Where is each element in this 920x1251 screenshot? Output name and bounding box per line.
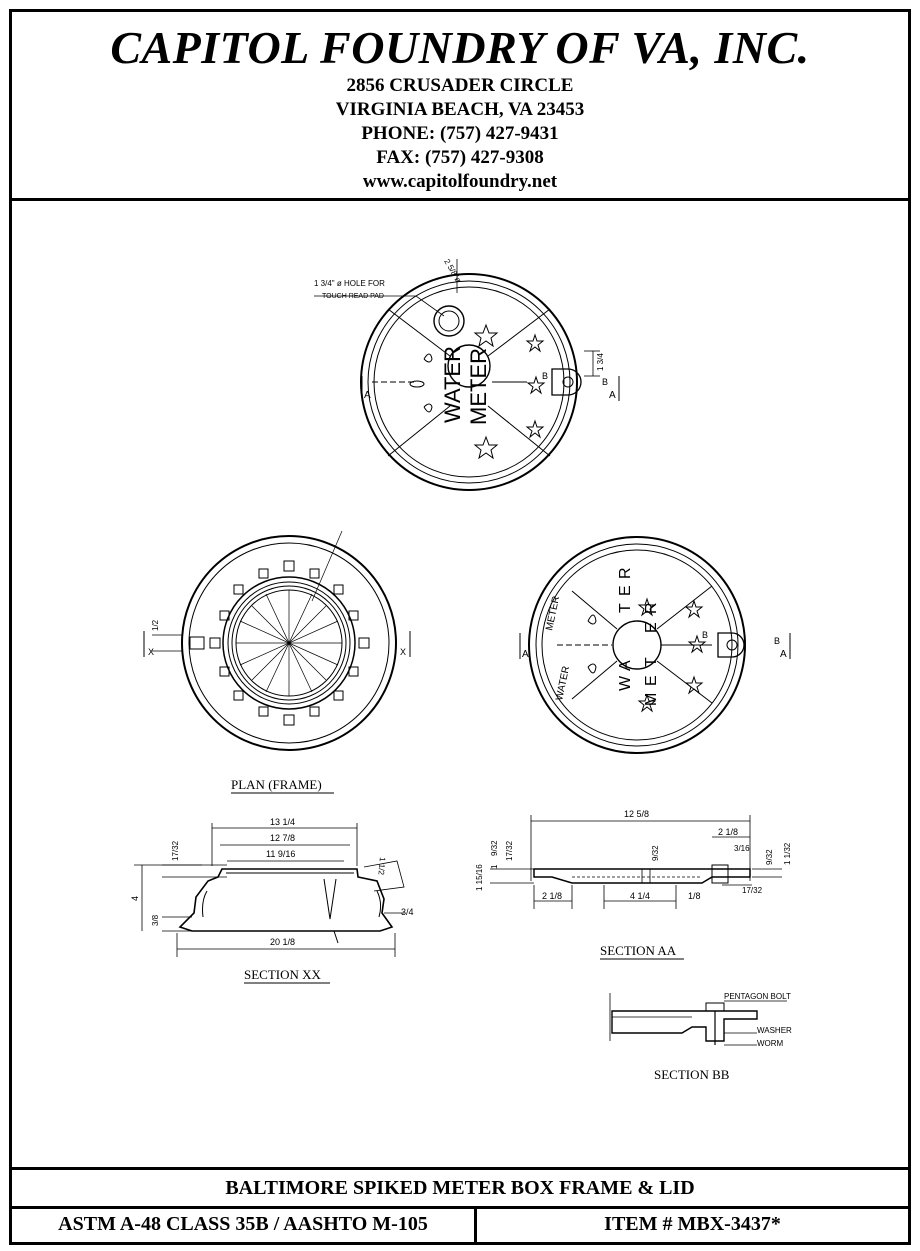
lid-top-mark-b-right: B [602,377,609,387]
plan-frame-dim: 1/2 [151,619,160,631]
lid-right-mark-a-left: A [522,649,529,660]
drawing-title: BALTIMORE SPIKED METER BOX FRAME & LID [12,1167,908,1209]
lid-right-letter-e1: E [643,675,660,686]
lid-right-letter-a: A [617,660,634,671]
lid-top-water-text: WATER [440,346,465,423]
aa-dim-1-15-16: 1 15/16 [475,864,484,891]
bb-pentagon-bolt: PENTAGON BOLT [724,992,791,1001]
hole-note-line-1: 1 3/4" ø HOLE FOR [314,279,385,288]
bb-washer: WASHER [757,1026,792,1035]
lid-right-letter-w: W [617,675,634,691]
xx-dim-angle: 1 1/2 [376,856,387,876]
plan-frame-view [144,531,410,793]
lid-right-mark-b: B [702,630,709,640]
aa-dim-17-32-b: 17/32 [742,886,763,895]
lid-right-letter-e2: E [643,622,660,633]
title-block-footer [12,1206,908,1242]
aa-dim-1-8: 1/8 [688,891,701,901]
lid-top-dim-side: 1 3/4 [596,353,605,371]
lid-top-mark-b: B [542,371,549,381]
section-bb-label: SECTION BB [654,1067,730,1082]
drawing-svg [12,201,908,1167]
aa-dim-1-a: 1 [490,864,499,869]
aa-dim-4-1-4: 4 1/4 [630,891,651,901]
section-bb [610,992,792,1082]
xx-dim-bottom: 20 1/8 [270,937,296,947]
lid-right-view [520,537,790,753]
aa-dim-9-32-a: 9/32 [490,840,499,856]
lid-right-letter-m: M [643,692,660,706]
technical-drawing-area [12,201,908,1167]
lid-top-dim-hole: 2 5/8"ø [442,257,463,285]
aa-dim-right: 2 1/8 [718,827,739,837]
xx-dim-flange: 3/4 [401,907,414,917]
address-line-1: 2856 CRUSADER CIRCLE [346,75,574,96]
bb-worm: WORM [757,1039,784,1048]
plan-frame-label: PLAN (FRAME) [231,777,322,792]
company-name: CAPITOL FOUNDRY OF VA, INC. [110,22,810,73]
aa-dim-3-16: 3/16 [734,844,750,853]
plan-frame-mark-x-right: X [400,647,407,657]
section-xx-label: SECTION XX [244,967,321,982]
xx-dim-height: 4 [130,895,140,901]
address-line-2: VIRGINIA BEACH, VA 23453 [335,99,585,120]
hole-note-line-2: TOUCH READ PAD [322,293,384,300]
website: www.capitolfoundry.net [362,171,558,192]
title-block-header [12,12,908,201]
lid-top-meter-text: METER [466,348,491,425]
aa-dim-1-32: 1 1/32 [783,842,792,865]
spec-cell: ASTM A-48 CLASS 35B / AASHTO M-105 [12,1206,477,1242]
aa-dim-2-1-8: 2 1/8 [542,891,563,901]
phone: PHONE: (757) 427-9431 [361,123,559,144]
xx-dim-top: 13 1/4 [270,817,296,827]
lid-right-letter-t: T [617,603,634,613]
section-aa [475,809,792,959]
lid-right-letter-t1: T [643,657,660,667]
fax: FAX: (757) 427-9308 [376,147,544,168]
xx-dim-inner: 11 9/16 [266,849,296,859]
aa-dim-top: 12 5/8 [624,809,650,819]
lid-top-mark-a-right: A [609,390,616,401]
aa-dim-17-32-a: 17/32 [505,840,514,861]
lid-right-mark-b-right: B [774,636,781,646]
lid-right-letter-e: E [617,585,634,596]
lid-top-view [314,258,619,491]
lid-right-curved-water: WATER [554,665,573,702]
lid-right-curved-meter: METER [544,595,563,632]
plan-frame-mark-x-left: X [148,647,155,657]
drawing-sheet [9,9,911,1245]
xx-dim-lip: 17/32 [171,840,180,861]
lid-top-mark-a-left: A [364,390,371,401]
section-xx [130,817,414,983]
xx-dim-mid: 12 7/8 [270,833,296,843]
lid-right-letter-r1: R [643,602,660,614]
aa-dim-9-32-r: 9/32 [765,849,774,865]
lid-right-mark-a-right: A [780,649,787,660]
section-aa-label: SECTION AA [600,943,677,958]
aa-dim-9-32-c: 9/32 [651,845,660,861]
item-number-cell: ITEM # MBX-3437* [604,1213,781,1235]
xx-dim-base: 3/8 [151,914,160,926]
lid-right-letter-r: R [617,567,634,579]
